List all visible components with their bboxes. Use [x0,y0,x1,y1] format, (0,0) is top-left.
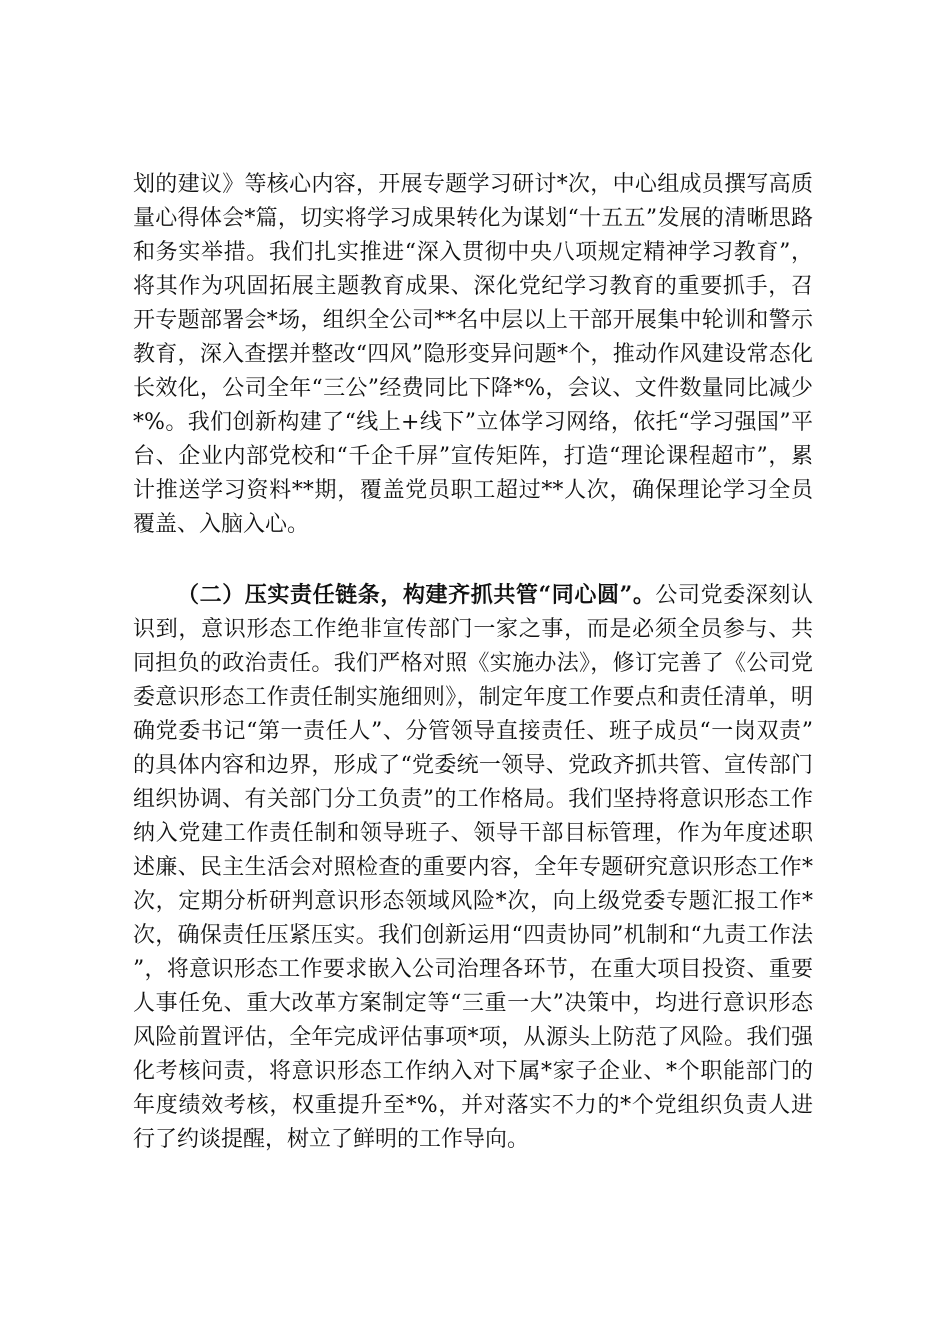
paragraph-continuation: 划的建议》等核心内容，开展专题学习研讨*次，中心组成员撰写高质量心得体会*篇，切实将学习成果转化为谋划“十五五”发展的清晰思路和务实举措。我们扎实推进“深入贯彻中央八项规定精神学习教育”，将其作为巩固拓展主题教育成果、深化党纪学习教育的重要抓手，召开专题部署会*场，组织全公司**名中层以上干部开展集中轮训和警示教育，深入查摆并整改“四风”隐形变异问题*个，推动作风建设常态化长效化，公司全年“三公”经费同比下降*%，会议、文件数量同比减少*%。我们创新构建了“线上+线下”立体学习网络，依托“学习强国”平台、企业内部党校和“千企千屏”宣传矩阵，打造“理论课程超市”，累计推送学习资料**期，覆盖党员职工超过**人次，确保理论学习全员覆盖、入脑入心。 [133,172,814,537]
section-2-body: 公司党委深刻认识到，意识形态工作绝非宣传部门一家之事，而是必须全员参与、共同担负的政治责任。我们严格对照《实施办法》，修订完善了《公司党委意识形态工作责任制实施细则》，制定年度工作要点和责任清单，明确党委书记“第一责任人”、分管领导直接责任、班子成员“一岗双责”的具体内容和边界，形成了“党委统一领导、党政齐抓共管、宣传部门组织协调、有关部门分工负责”的工作格局。我们坚持将意识形态工作纳入党建工作责任制和领导班子、领导干部目标管理，作为年度述职述廉、民主生活会对照检查的重要内容，全年专题研究意识形态工作*次，定期分析研判意识形态领域风险*次，向上级党委专题汇报工作*次，确保责任压紧压实。我们创新运用“四责协同”机制和“九责工作法”，将意识形态工作要求嵌入公司治理各环节，在重大项目投资、重要人事任免、重大改革方案制定等“三重一大”决策中，均进行意识形态风险前置评估，全年完成评估事项*项，从源头上防范了风险。我们强化考核问责，将意识形态工作纳入对下属*家子企业、*个职能部门的年度绩效考核，权重提升至*%，并对落实不力的*个党组织负责人进行了约谈提醒，树立了鲜明的工作导向。 [133,583,813,1152]
document-body [133,168,813,1157]
section-2-heading: （二）压实责任链条，构建齐抓共管“同心圆”。 [177,582,656,608]
section-2-paragraph [133,578,813,1157]
